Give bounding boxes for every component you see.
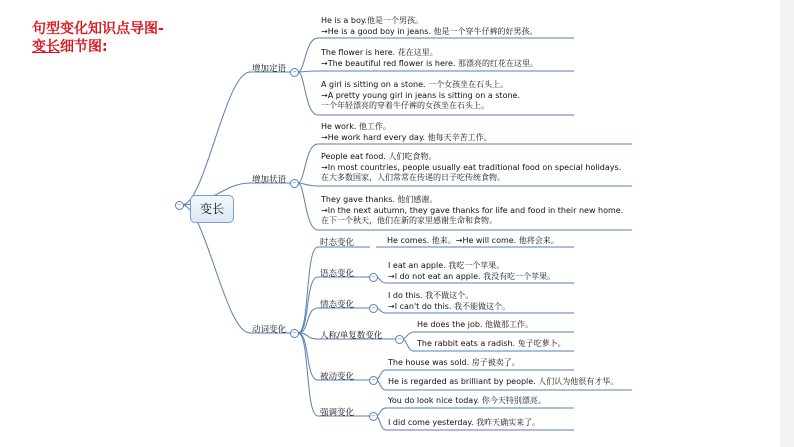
leaf-line: I did come yesterday. 我昨天确实来了。 xyxy=(388,418,541,427)
leaf-line: 在大多数国家，人们常常在传递的日子吃传统食物。 xyxy=(321,173,505,182)
leaf-line: →The beautiful red flower is here. 那漂亮的红花在这里。 xyxy=(321,58,539,68)
subcategory-modal[interactable]: 情态变化 xyxy=(320,300,355,310)
category-verb-change[interactable]: 动词变化 xyxy=(252,325,287,335)
leaf-line: He comes. 他来。→He will come. 他将会来。 xyxy=(387,236,559,245)
leaf-node[interactable] xyxy=(388,418,540,429)
subcategory-person-number[interactable]: 人称/单复数变化 xyxy=(320,331,383,341)
root-node[interactable] xyxy=(190,195,234,223)
leaf-node[interactable] xyxy=(388,261,555,282)
leaf-line: They gave thanks. 他们感谢。 xyxy=(321,195,438,204)
leaf-line: →In most countries, people usually eat traditional food on special holidays. xyxy=(321,162,622,172)
leaf-node[interactable] xyxy=(321,122,492,143)
collapse-toggle-icon[interactable]: − xyxy=(369,273,378,282)
leaf-line: He is a boy.他是一个男孩。 xyxy=(321,16,423,25)
leaf-line: The house was sold. 房子被卖了。 xyxy=(388,358,520,367)
connector-root-cat3 xyxy=(182,205,250,333)
title-line-1: 句型变化知识点导图- xyxy=(32,21,164,37)
leaf-node[interactable] xyxy=(388,377,618,388)
leaf-line: He is regarded as brilliant by people. 人们认为他很有才华。 xyxy=(388,377,619,386)
leaf-line: 一个年轻漂亮的穿着牛仔裤的女孩坐在石头上。 xyxy=(321,101,489,110)
leaf-line: I eat an apple. 我吃一个苹果。 xyxy=(388,261,505,270)
leaf-node[interactable] xyxy=(321,152,621,184)
subcategory-passive[interactable]: 被动变化 xyxy=(320,372,355,382)
subcategory-tense[interactable]: 时态变化 xyxy=(320,238,355,248)
title-underlined: 变长 xyxy=(32,39,60,55)
collapse-toggle-icon[interactable]: − xyxy=(290,179,299,188)
leaf-line: →I do not eat an apple. 我没有吃一个苹果。 xyxy=(388,271,556,281)
leaf-line: →I can't do this. 我不能做这个。 xyxy=(388,301,511,311)
leaf-node[interactable] xyxy=(417,339,566,350)
leaf-line: He work. 他工作。 xyxy=(321,122,391,131)
connector-root-cat1 xyxy=(182,72,250,205)
subcategory-emphasis[interactable]: 强调变化 xyxy=(320,408,355,418)
leaf-line: People eat food. 人们吃食物。 xyxy=(321,152,437,161)
subcategory-mood[interactable]: 语态变化 xyxy=(320,269,355,279)
leaf-line: →He is a good boy in jeans. 他是一个穿牛仔裤的好男孩。 xyxy=(321,26,538,36)
leaf-node[interactable] xyxy=(417,320,533,331)
leaf-line: You do look nice today. 你今天特别漂亮。 xyxy=(388,396,546,405)
leaf-line: The flower is here. 花在这里。 xyxy=(321,48,438,57)
collapse-toggle-icon[interactable]: − xyxy=(395,335,404,344)
leaf-line: He does the job. 他做那工作。 xyxy=(417,320,534,329)
root-label: 变长 xyxy=(199,202,224,216)
leaf-line: 在下一个秋天，他们在新的家里感谢生命和食物。 xyxy=(321,216,497,225)
leaf-line: The rabbit eats a radish. 兔子吃萝卜。 xyxy=(417,339,566,348)
leaf-node[interactable] xyxy=(321,195,623,227)
leaf-node[interactable] xyxy=(388,396,546,407)
leaf-line: →He work hard every day. 他每天辛苦工作。 xyxy=(321,132,492,142)
collapse-toggle-icon[interactable]: − xyxy=(290,68,299,77)
leaf-node[interactable] xyxy=(388,291,510,312)
leaf-line: I do this. 我不做这个。 xyxy=(388,291,474,300)
leaf-node[interactable] xyxy=(388,358,520,369)
collapse-toggle-icon[interactable]: − xyxy=(290,329,299,338)
leaf-line: A girl is sitting on a stone. 一个女孩坐在石头上。 xyxy=(321,80,509,89)
title-rest: 细节图: xyxy=(60,39,108,55)
collapse-toggle-icon[interactable]: − xyxy=(369,412,378,421)
leaf-node[interactable] xyxy=(321,48,538,69)
leaf-node[interactable] xyxy=(321,80,520,112)
leaf-node[interactable] xyxy=(321,16,538,37)
collapse-toggle-icon[interactable]: − xyxy=(369,304,378,313)
collapse-toggle-icon[interactable]: − xyxy=(369,376,378,385)
leaf-line: →In the next autumn, they gave thanks for life and food in their new home. xyxy=(321,205,624,215)
leaf-line: →A pretty young girl in jeans is sitting on a stone. xyxy=(321,90,520,100)
category-attributive[interactable]: 增加定语 xyxy=(252,64,287,74)
category-adverbial[interactable]: 增加状语 xyxy=(252,175,287,185)
leaf-node[interactable] xyxy=(387,236,559,247)
collapse-toggle-icon[interactable]: − xyxy=(175,201,184,210)
